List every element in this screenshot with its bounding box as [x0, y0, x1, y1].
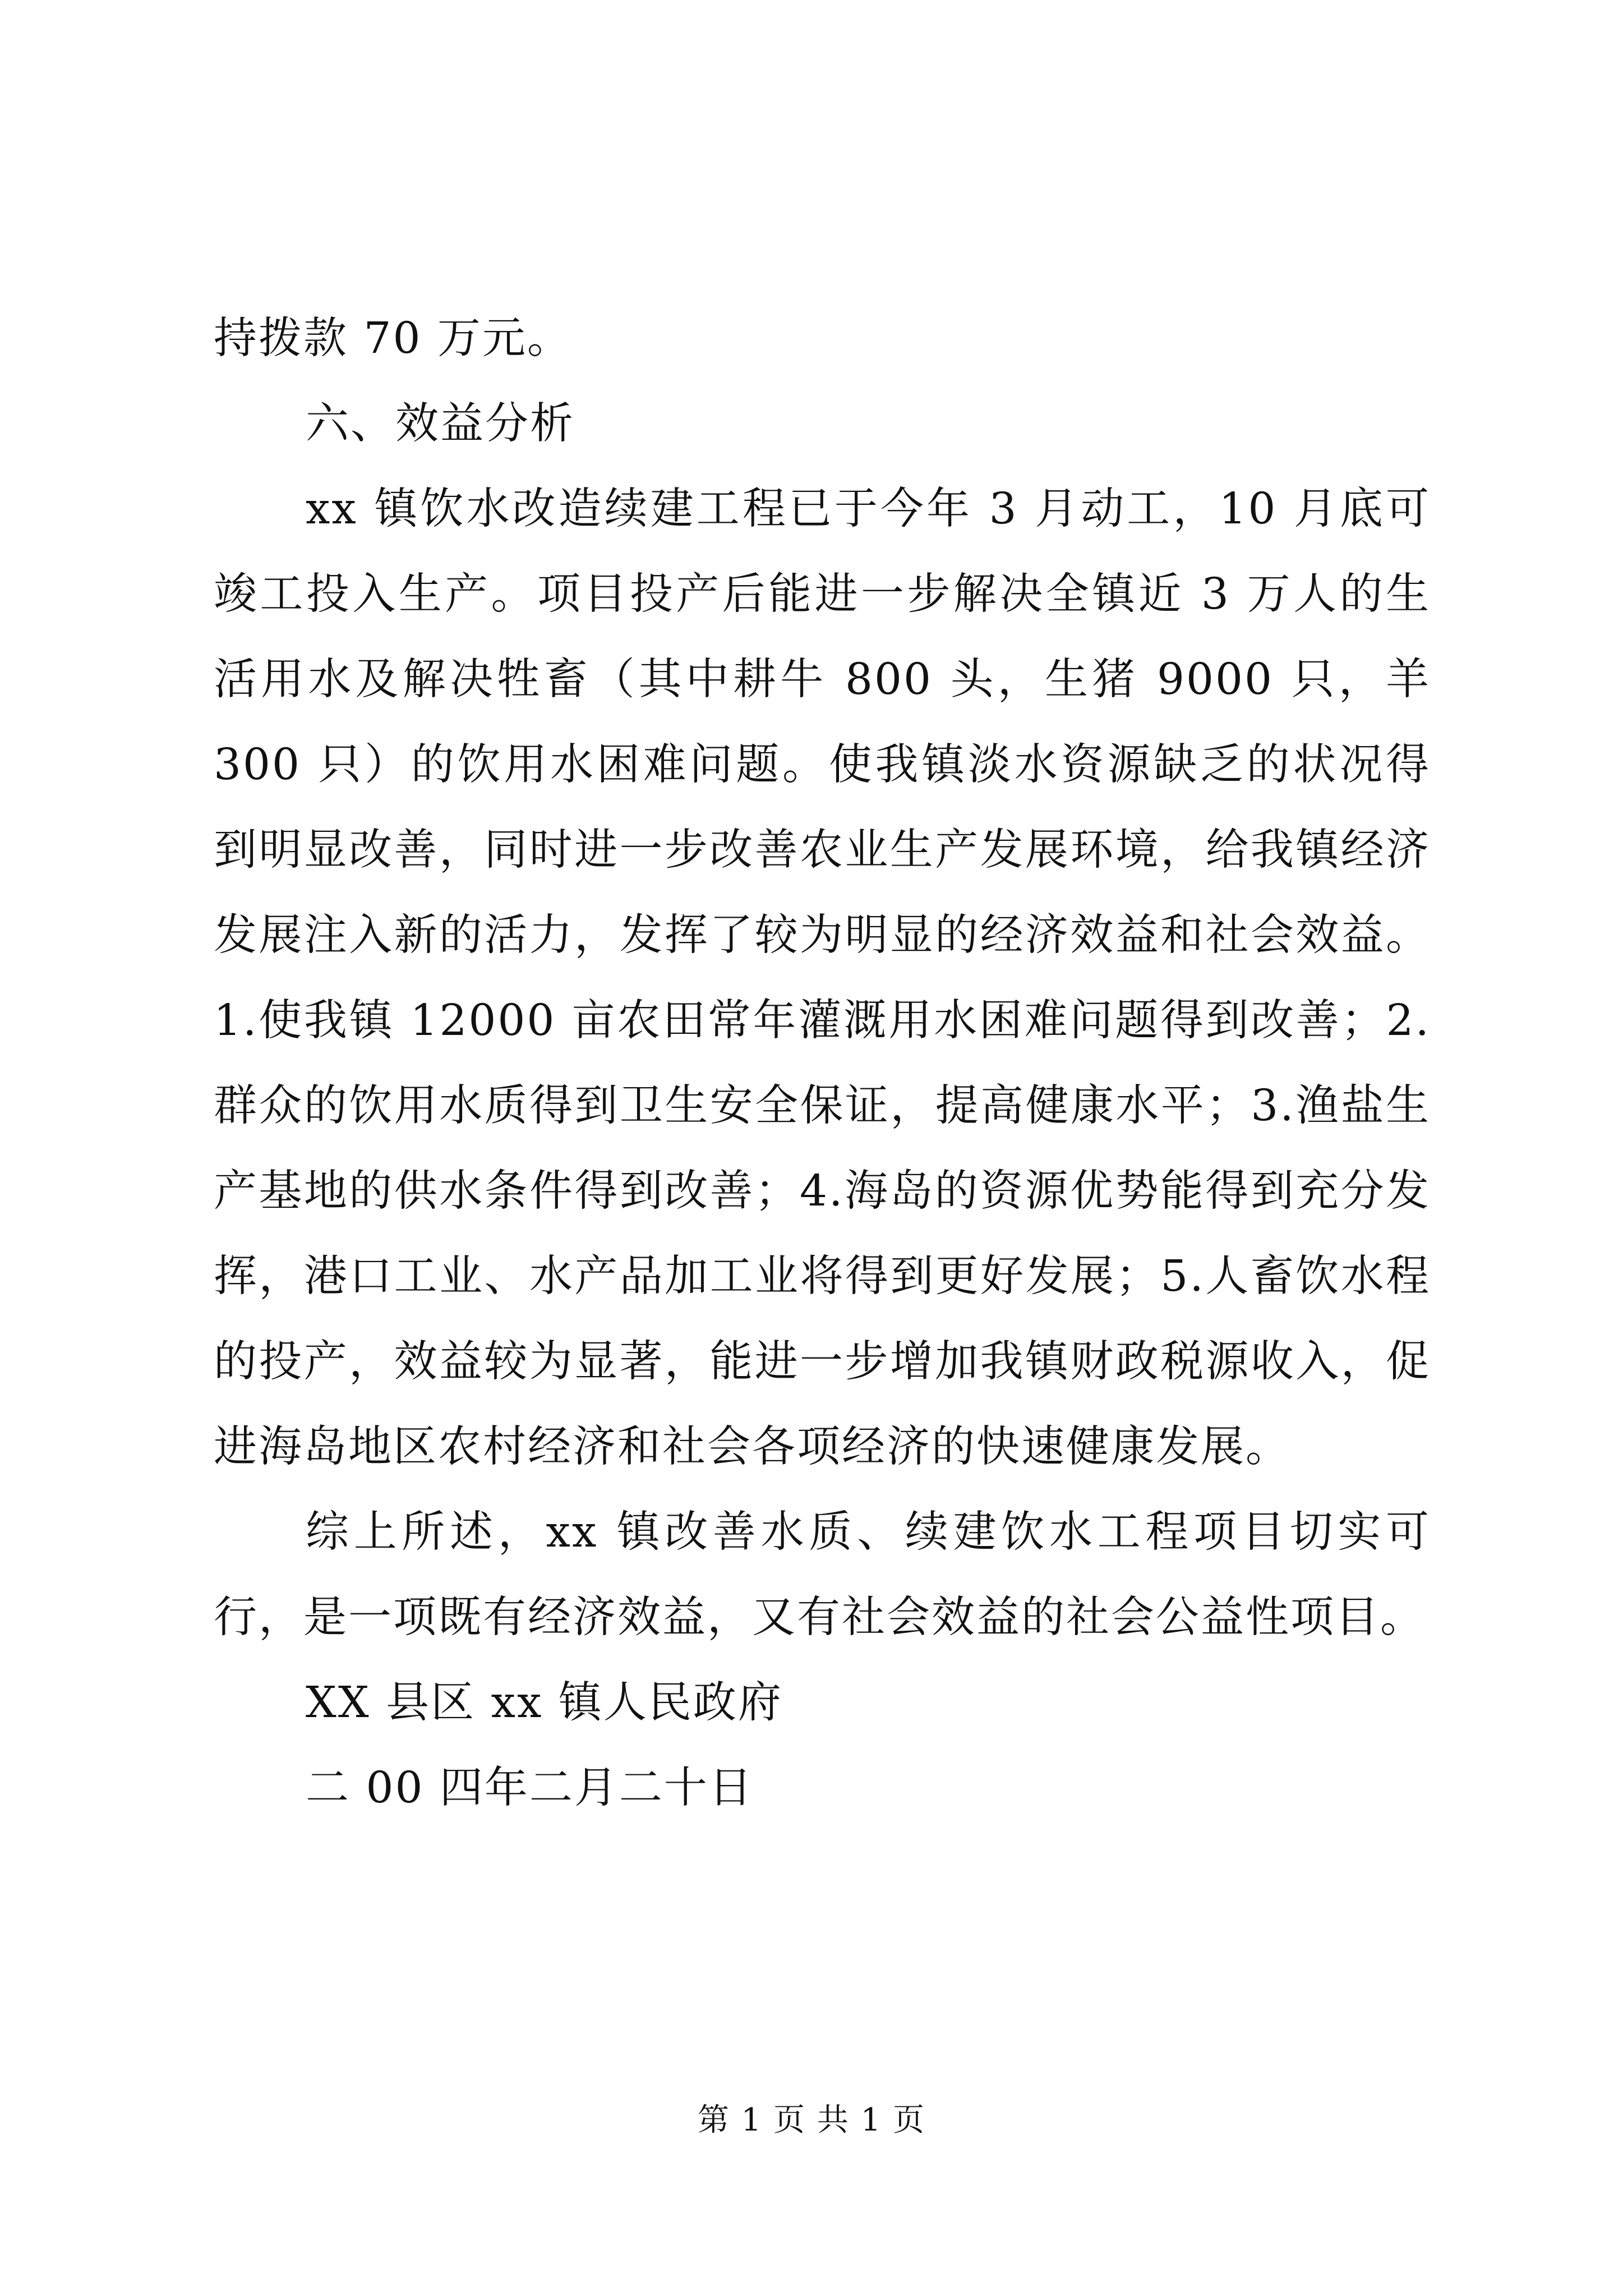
- section-heading: 六、效益分析: [306, 399, 575, 449]
- signature-organization: XX 县区 xx 镇人民政府: [306, 1678, 783, 1728]
- signature-date: 二 00 四年二月二十日: [306, 1763, 754, 1813]
- page-footer: 第 1 页 共 1 页: [697, 2102, 926, 2138]
- document-body: [214, 296, 1431, 1831]
- paragraph-conclusion: 综上所述，xx 镇改善水质、续建饮水工程项目切实可行，是一项既有经济效益，又有社会效益的社会公益性项目。: [214, 1507, 1431, 1642]
- paragraph-continuation: 持拨款 70 万元。: [214, 314, 572, 364]
- paragraph-benefit-analysis: xx 镇饮水改造续建工程已于今年 3 月动工，10 月底可竣工投入生产。项目投产后能进一步解决全镇近 3 万人的生活用水及解决牲畜（其中耕牛 800 头，生猪 9000 只，羊 300 只）的饮用水困难问题。使我镇淡水资源缺乏的状况得到明显改善，同时进一步改善农业生产发展环境，给我镇经济发展注入新的活力，发挥了较为明显的经济效益和社会效益。1.使我镇 12000 亩农田常年灌溉用水困难问题得到改善；2.群众的饮用水质得到卫生安全保证，提高健康水平；3.渔盐生产基地的供水条件得到改善；4.海岛的资源优势能得到充分发挥，港口工业、水产品加工业将得到更好发展；5.人畜饮水程的投产，效益较为显著，能进一步增加我镇财政税源收入，促进海岛地区农村经济和社会各项经济的快速健康发展。: [214, 484, 1431, 1472]
